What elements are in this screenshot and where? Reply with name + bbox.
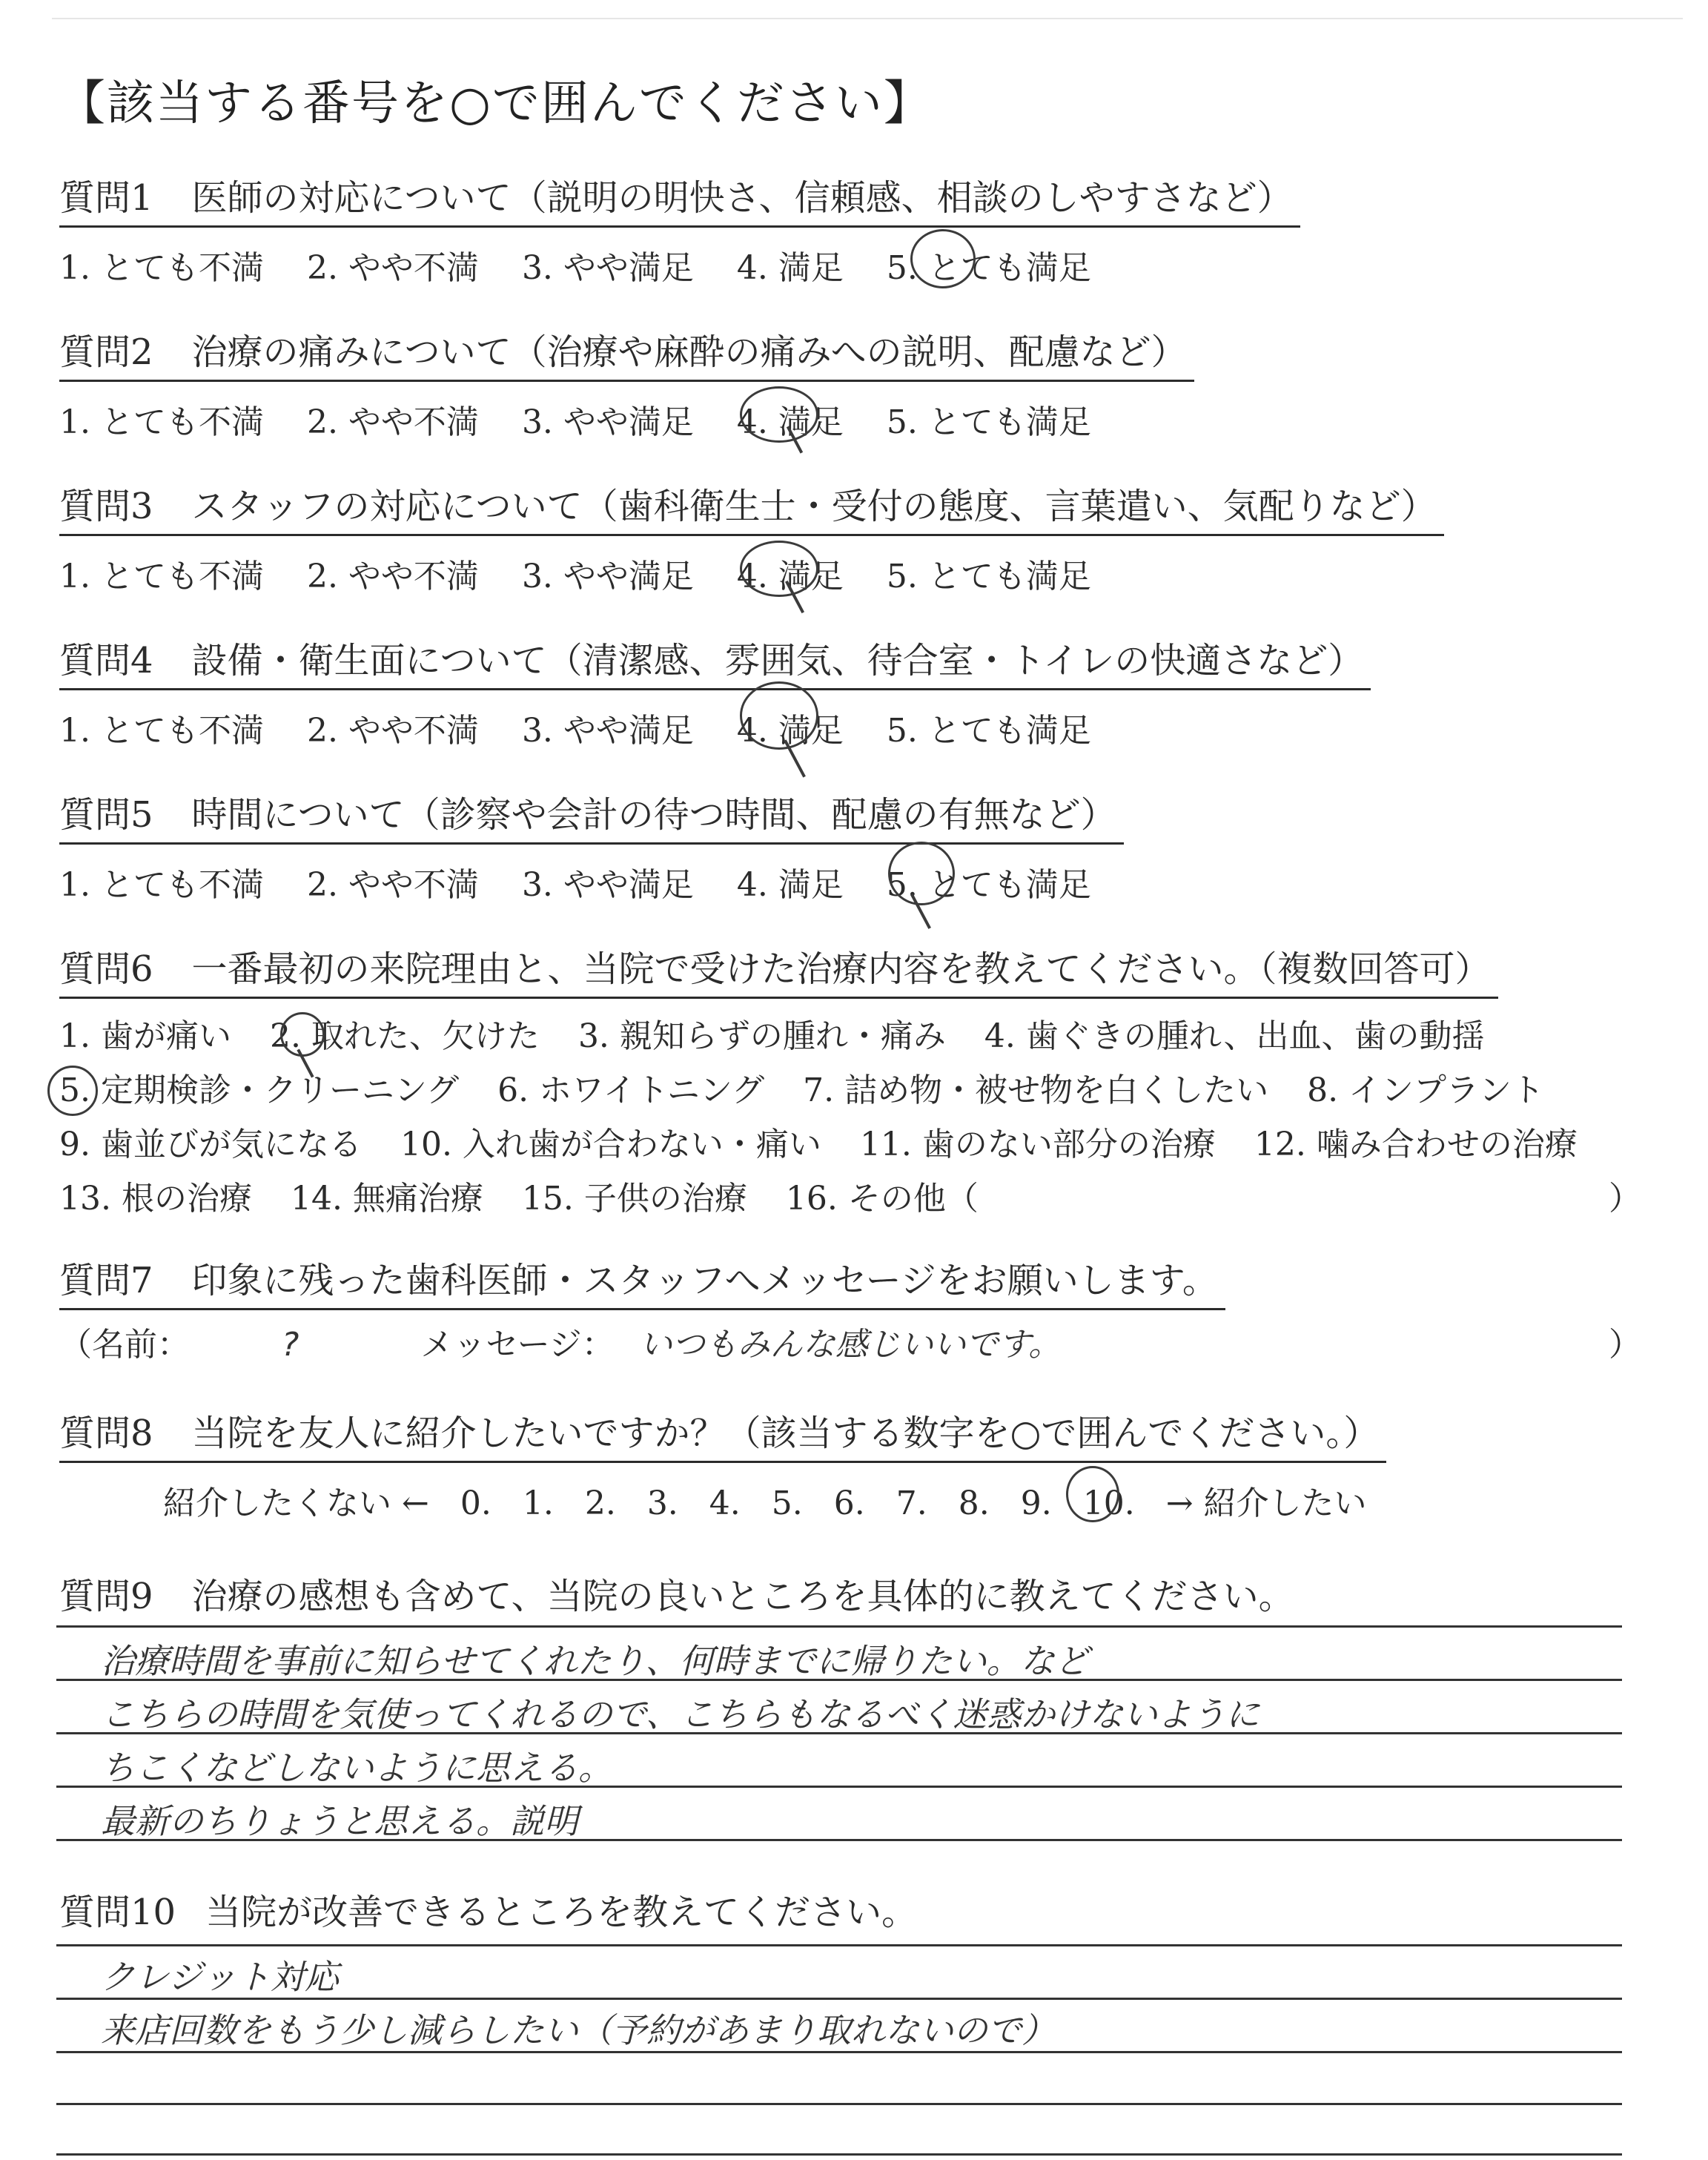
question-1-heading	[59, 169, 1300, 225]
option-4[interactable]: 4. 歯ぐきの腫れ、出血、歯の動揺	[984, 1017, 1485, 1055]
question-number: 質問8	[59, 1413, 153, 1454]
scale-value-0[interactable]: 0.	[460, 1484, 491, 1522]
answer-circle-mark	[910, 229, 976, 288]
answer-circle-mark	[740, 541, 818, 597]
option-7[interactable]: 7. 詰め物・被せ物を白くしたい	[803, 1071, 1269, 1109]
option-5[interactable]: 5. 定期検診・クリーニング	[59, 1071, 460, 1109]
option-1[interactable]: 1. とても不満	[59, 712, 264, 750]
option-5[interactable]: 5. とても満足	[886, 249, 1091, 287]
question-1-options	[59, 241, 1646, 288]
option-2[interactable]: 2. やや不満	[306, 403, 479, 441]
question-text: 治療の感想も含めて、当院の良いところを具体的に教えてください。	[191, 1576, 1294, 1617]
message-label: メッセージ：	[420, 1326, 615, 1364]
question-8-heading	[59, 1404, 1386, 1460]
option-9[interactable]: 9. 歯並びが気になる	[59, 1126, 362, 1163]
question-number: 質問10	[59, 1892, 176, 1933]
question-10-answer-area[interactable]	[56, 1943, 1622, 2158]
option-16[interactable]: 16. その他（	[785, 1180, 979, 1218]
question-4	[59, 632, 1646, 751]
option-3[interactable]: 3. やや満足	[521, 249, 694, 287]
answer-circle-mark	[740, 681, 818, 750]
question-9-heading	[59, 1568, 1646, 1619]
option-4[interactable]: 4. 満足	[736, 866, 844, 904]
handwritten-answer-line: クレジット対応	[101, 1957, 339, 1997]
option-row	[59, 1172, 1646, 1226]
question-number: 質問4	[59, 640, 153, 681]
form-title: 【該当する番号を○で囲んでください】	[58, 76, 933, 131]
name-label: （名前：	[59, 1326, 190, 1364]
question-3	[59, 478, 1646, 597]
scale-value-6[interactable]: 6.	[833, 1484, 865, 1522]
question-9	[59, 1568, 1646, 1619]
question-4-heading	[59, 632, 1371, 687]
option-5[interactable]: 5. とても満足	[886, 866, 1091, 904]
scale-right-label: → 紹介したい	[1165, 1484, 1367, 1522]
option-2[interactable]: 2. やや不満	[306, 712, 479, 750]
name-value[interactable]: ?	[282, 1326, 299, 1364]
option-3[interactable]: 3. やや満足	[521, 403, 694, 441]
option-1[interactable]: 1. とても不満	[59, 403, 264, 441]
question-6	[59, 940, 1646, 1226]
ruled-line	[56, 2103, 1622, 2105]
option-5[interactable]: 5. とても満足	[886, 403, 1091, 441]
question-8	[59, 1404, 1646, 1524]
option-4[interactable]: 4. 満足	[736, 403, 844, 441]
option-8[interactable]: 8. インプラント	[1307, 1071, 1545, 1109]
question-4-options	[59, 704, 1646, 751]
message-close-paren: ）	[1609, 1326, 1641, 1364]
ruled-line	[56, 2153, 1622, 2156]
question-text: スタッフの対応について（歯科衛生士・受付の態度、言葉遣い、気配りなど）	[191, 486, 1437, 527]
question-text: 当院を友人に紹介したいですか？（該当する数字を○で囲んでください。）	[191, 1413, 1380, 1454]
option-row	[59, 1117, 1646, 1172]
option-row	[59, 1063, 1646, 1117]
question-text: 印象に残った歯科医師・スタッフへメッセージをお願いします。	[191, 1260, 1218, 1301]
option-5[interactable]: 5. とても満足	[886, 712, 1091, 750]
question-text: 一番最初の来院理由と、当院で受けた治療内容を教えてください。（複数回答可）	[191, 948, 1491, 990]
question-5-options	[59, 858, 1646, 905]
question-10-heading	[59, 1883, 1646, 1935]
handwritten-answer-line: 治療時間を事前に知らせてくれたり、何時までに帰りたい。など	[101, 1641, 1089, 1681]
option-2[interactable]: 2. やや不満	[306, 558, 479, 595]
option-1[interactable]: 1. とても不満	[59, 249, 264, 287]
question-10	[59, 1883, 1646, 1935]
question-9-answer-area[interactable]	[56, 1624, 1622, 1846]
handwritten-answer-line: こちらの時間を気使ってくれるので、こちらもなるべく迷惑かけないように	[101, 1694, 1260, 1734]
scale-value-4[interactable]: 4.	[709, 1484, 741, 1522]
question-3-options	[59, 549, 1646, 597]
answer-circle-mark	[1066, 1466, 1119, 1522]
question-3-heading	[59, 478, 1444, 533]
question-text: 時間について（診察や会計の待つ時間、配慮の有無など）	[191, 794, 1116, 836]
option-4[interactable]: 4. 満足	[736, 558, 844, 595]
option-6[interactable]: 6. ホワイトニング	[497, 1071, 765, 1109]
question-1	[59, 169, 1646, 288]
question-text: 治療の痛みについて（治療や麻酔の痛みへの説明、配慮など）	[191, 331, 1187, 373]
option-4[interactable]: 4. 満足	[736, 249, 844, 287]
scale-value-9[interactable]: 9.	[1020, 1484, 1052, 1522]
option-2[interactable]: 2. やや不満	[306, 866, 479, 904]
question-5	[59, 786, 1646, 905]
option-3[interactable]: 3. やや満足	[521, 866, 694, 904]
question-text: 設備・衛生面について（清潔感、雰囲気、待合室・トイレの快適さなど）	[191, 640, 1364, 681]
handwritten-answer-line: 来店回数をもう少し減らしたい（予約があまり取れないので）	[101, 2010, 1056, 2050]
option-10[interactable]: 10. 入れ歯が合わない・痛い	[400, 1126, 821, 1163]
question-number: 質問9	[59, 1576, 153, 1617]
option-2[interactable]: 2. 取れた、欠けた	[269, 1017, 540, 1055]
question-2-heading	[59, 323, 1194, 379]
question-number: 質問7	[59, 1260, 153, 1301]
recommend-scale	[163, 1476, 1646, 1524]
question-text: 当院が改善できるところを教えてください。	[205, 1892, 918, 1933]
question-number: 質問3	[59, 486, 153, 527]
scale-value-2[interactable]: 2.	[584, 1484, 616, 1522]
option-1[interactable]: 1. とても不満	[59, 558, 264, 595]
scale-value-8[interactable]: 8.	[958, 1484, 990, 1522]
option-5[interactable]: 5. とても満足	[886, 558, 1091, 595]
message-value[interactable]: いつもみんな感じいいです。	[639, 1326, 1062, 1364]
scale-value-1[interactable]: 1.	[522, 1484, 554, 1522]
option-1[interactable]: 1. 歯が痛い	[59, 1017, 231, 1055]
ruled-line	[56, 1944, 1622, 1946]
scale-value-10[interactable]: 10.	[1082, 1484, 1135, 1522]
answer-circle-mark	[280, 1012, 325, 1057]
question-number: 質問6	[59, 948, 153, 990]
option-12[interactable]: 12. 噛み合わせの治療	[1254, 1126, 1578, 1163]
ruled-line	[56, 1625, 1622, 1628]
question-6-heading	[59, 940, 1498, 996]
question-number: 質問1	[59, 177, 153, 219]
question-text: 医師の対応について（説明の明快さ、信頼感、相談のしやすさなど）	[191, 177, 1293, 219]
option-1[interactable]: 1. とても不満	[59, 866, 264, 904]
question-7-heading	[59, 1252, 1225, 1307]
option-11[interactable]: 11. 歯のない部分の治療	[859, 1126, 1216, 1163]
option-15[interactable]: 15. 子供の治療	[521, 1180, 747, 1218]
question-2	[59, 323, 1646, 443]
scale-left-label: 紹介したくない ←	[163, 1484, 429, 1522]
option-3[interactable]: 3. やや満足	[521, 712, 694, 750]
option-3[interactable]: 3. やや満足	[521, 558, 694, 595]
question-number: 質問2	[59, 331, 153, 373]
answer-circle-mark	[888, 842, 955, 905]
message-row	[59, 1318, 1646, 1365]
other-close-paren: ）	[1609, 1180, 1641, 1218]
option-3[interactable]: 3. 親知らずの腫れ・痛み	[577, 1017, 946, 1055]
scale-value-5[interactable]: 5.	[771, 1484, 803, 1522]
option-4[interactable]: 4. 満足	[736, 712, 844, 750]
scale-value-7[interactable]: 7.	[896, 1484, 927, 1522]
question-7	[59, 1252, 1646, 1365]
handwritten-answer-line: 最新のちりょうと思える。説明	[101, 1801, 578, 1841]
option-13[interactable]: 13. 根の治療	[59, 1180, 252, 1218]
scale-value-3[interactable]: 3.	[646, 1484, 678, 1522]
handwritten-answer-line: ちこくなどしないように思える。	[101, 1748, 612, 1788]
question-5-heading	[59, 786, 1124, 842]
question-2-options	[59, 395, 1646, 443]
answer-circle-mark	[740, 386, 818, 443]
page-top-border	[52, 18, 1683, 19]
answer-circle-mark	[47, 1066, 98, 1116]
option-14[interactable]: 14. 無痛治療	[290, 1180, 483, 1218]
question-number: 質問5	[59, 794, 153, 836]
question-6-options	[59, 1009, 1646, 1226]
option-2[interactable]: 2. やや不満	[306, 249, 479, 287]
